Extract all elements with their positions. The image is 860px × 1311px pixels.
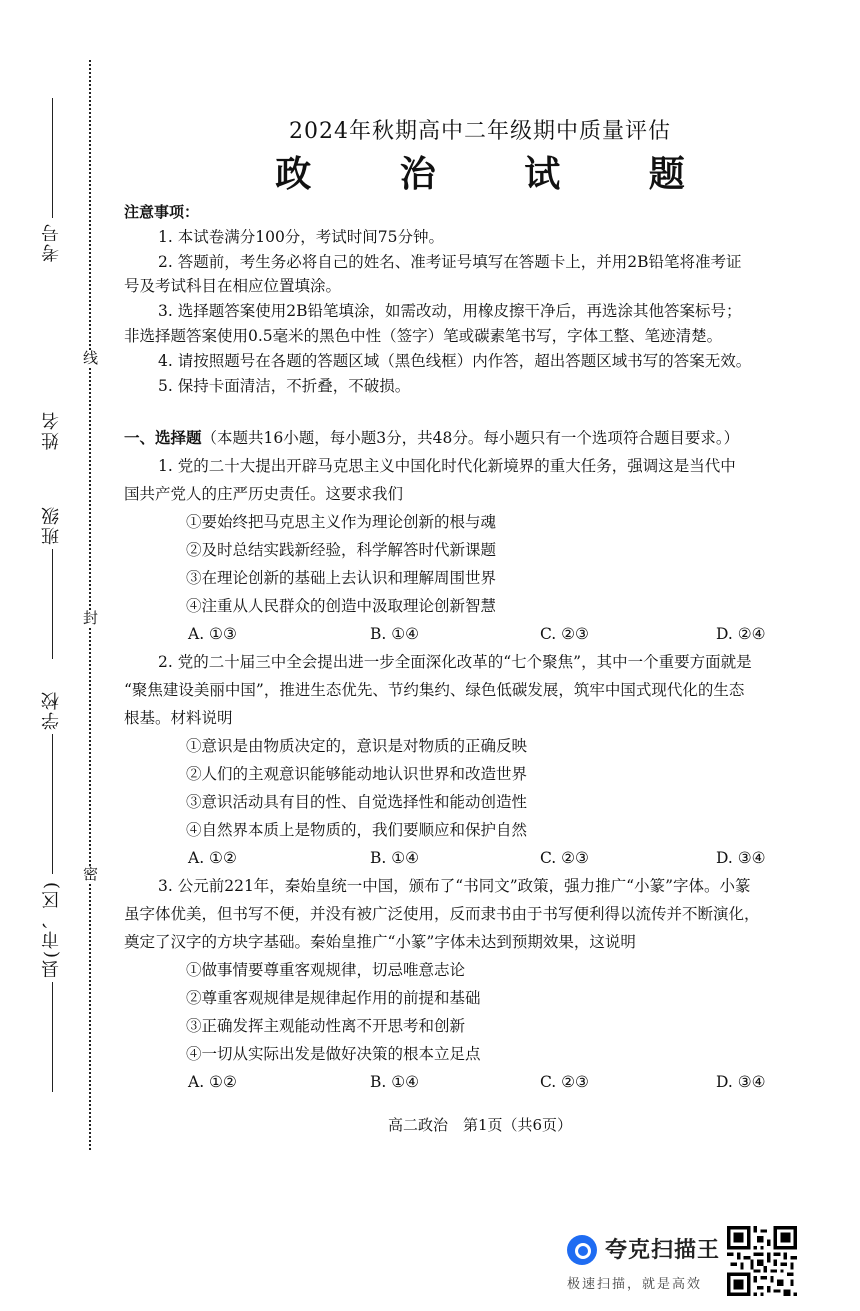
question-3-item: ③正确发挥主观能动性离不开思考和创新 [186,1017,466,1035]
option-c[interactable]: C. ②③ [540,849,589,867]
section-title: 一、选择题 [124,429,202,447]
question-3-item: ④一切从实际出发是做好决策的根本立足点 [186,1045,481,1063]
name-label: 姓名 [41,410,62,450]
field-county [40,880,64,1092]
option-d[interactable]: D. ③④ [716,849,766,867]
subject-title: 政 治 试 题 [275,153,723,195]
option-c[interactable]: C. ②③ [540,1073,589,1091]
question-3-stem: 奠定了汉字的方块字基础。秦始皇推广“小篆”字体未达到预期效果，这说明 [124,933,636,951]
field-exam-number [40,98,64,262]
option-d[interactable]: D. ③④ [716,1073,766,1091]
option-a[interactable]: A. ①③ [188,625,237,643]
binding-mark-seal: 封 [83,609,99,627]
notice-heading: 注意事项： [124,203,200,221]
option-a[interactable]: A. ①② [188,1073,237,1091]
question-1-item: ③在理论创新的基础上去认识和理解周围世界 [186,569,497,587]
county-blank[interactable] [52,982,53,1092]
question-3-stem: 虽字体优美，但书写不便，并没有被广泛使用，反而隶书由于书写便利得以流传并不断演化， [124,905,760,923]
notice-line: 非选择题答案使用0.5毫米的黑色中性（签字）笔或碳素笔书写，字体工整、笔迹清楚。 [124,327,723,345]
scanner-app-name: 夸克扫描王 [605,1238,721,1263]
section-header [124,428,739,448]
field-name [40,410,64,450]
class-blank[interactable] [52,549,53,659]
option-a[interactable]: A. ①② [188,849,237,867]
notice-line: 4. 请按照题号在各题的答题区域（黑色线框）内作答，超出答题区域书写的答案无效。 [158,352,752,370]
notice-line: 2. 答题前，考生务必将自己的姓名、准考证号填写在答题卡上，并用2B铅笔将准考证 [158,253,742,271]
option-c[interactable]: C. ②③ [540,625,589,643]
school-blank[interactable] [52,734,53,874]
notice-line: 号及考试科目在相应位置填涂。 [124,277,342,295]
question-2-item: ②人们的主观意识能够能动地认识世界和改造世界 [186,765,528,783]
section-rule: （本题共16小题，每小题3分，共48分。每小题只有一个选项符合题目要求。） [201,429,740,447]
county-label: 县(市、区) [41,880,62,979]
notice-line: 1. 本试卷满分100分，考试时间75分钟。 [158,228,445,246]
binding-dotted-line [89,60,91,1150]
option-d[interactable]: D. ②④ [716,625,766,643]
question-2-stem: “聚焦建设美丽中国”，推进生态优先、节约集约、绿色低碳发展，筑牢中国式现代化的生态 [124,681,745,699]
field-school [40,690,64,874]
question-2-stem: 根基。材料说明 [124,709,233,727]
scanner-logo-icon [567,1235,597,1265]
question-3-stem: 3. 公元前221年，秦始皇统一中国，颁布了“书同文”政策，强力推广“小篆”字体。小篆 [158,877,751,895]
exam-number-blank[interactable] [52,98,53,218]
question-3-item: ①做事情要尊重客观规律，切忌唯意志论 [186,961,466,979]
binding-mark-secret: 密 [83,865,99,883]
question-3-item: ②尊重客观规律是规律起作用的前提和基础 [186,989,481,1007]
option-b[interactable]: B. ①④ [370,849,420,867]
question-2-stem: 2. 党的二十届三中全会提出进一步全面深化改革的“七个聚焦”，其中一个重要方面就是 [158,653,752,671]
question-2-item: ①意识是由物质决定的，意识是对物质的正确反映 [186,737,528,755]
qr-code-icon [727,1226,797,1296]
school-label: 学校 [41,690,62,730]
page-footer: 高二政治 第1页（共6页） [387,1116,573,1134]
question-1-stem: 1. 党的二十大提出开辟马克思主义中国化时代化新境界的重大任务，强调这是当代中 [158,457,736,475]
question-1-item: ④注重从人民群众的创造中汲取理论创新智慧 [186,597,497,615]
question-1-item: ②及时总结实践新经验，科学解答时代新课题 [186,541,497,559]
binding-mark-line: 线 [83,349,99,367]
question-1-stem: 国共产党人的庄严历史责任。这要求我们 [124,485,404,503]
exam-number-label: 考号 [41,222,62,262]
exam-title: 2024年秋期高中二年级期中质量评估 [289,119,671,144]
field-class [40,505,64,659]
scanner-tagline: 极速扫描，就是高效 [567,1277,703,1292]
question-2-item: ④自然界本质上是物质的，我们要顺应和保护自然 [186,821,528,839]
notice-line: 3. 选择题答案使用2B铅笔填涂，如需改动，用橡皮擦干净后，再选涂其他答案标号； [158,302,742,320]
question-1-item: ①要始终把马克思主义作为理论创新的根与魂 [186,513,497,531]
notice-line: 5. 保持卡面清洁，不折叠，不破损。 [158,377,411,395]
class-label: 班级 [41,505,62,545]
option-b[interactable]: B. ①④ [370,625,420,643]
scanner-watermark [567,1226,807,1301]
question-2-item: ③意识活动具有目的性、自觉选择性和能动创造性 [186,793,528,811]
option-b[interactable]: B. ①④ [370,1073,420,1091]
